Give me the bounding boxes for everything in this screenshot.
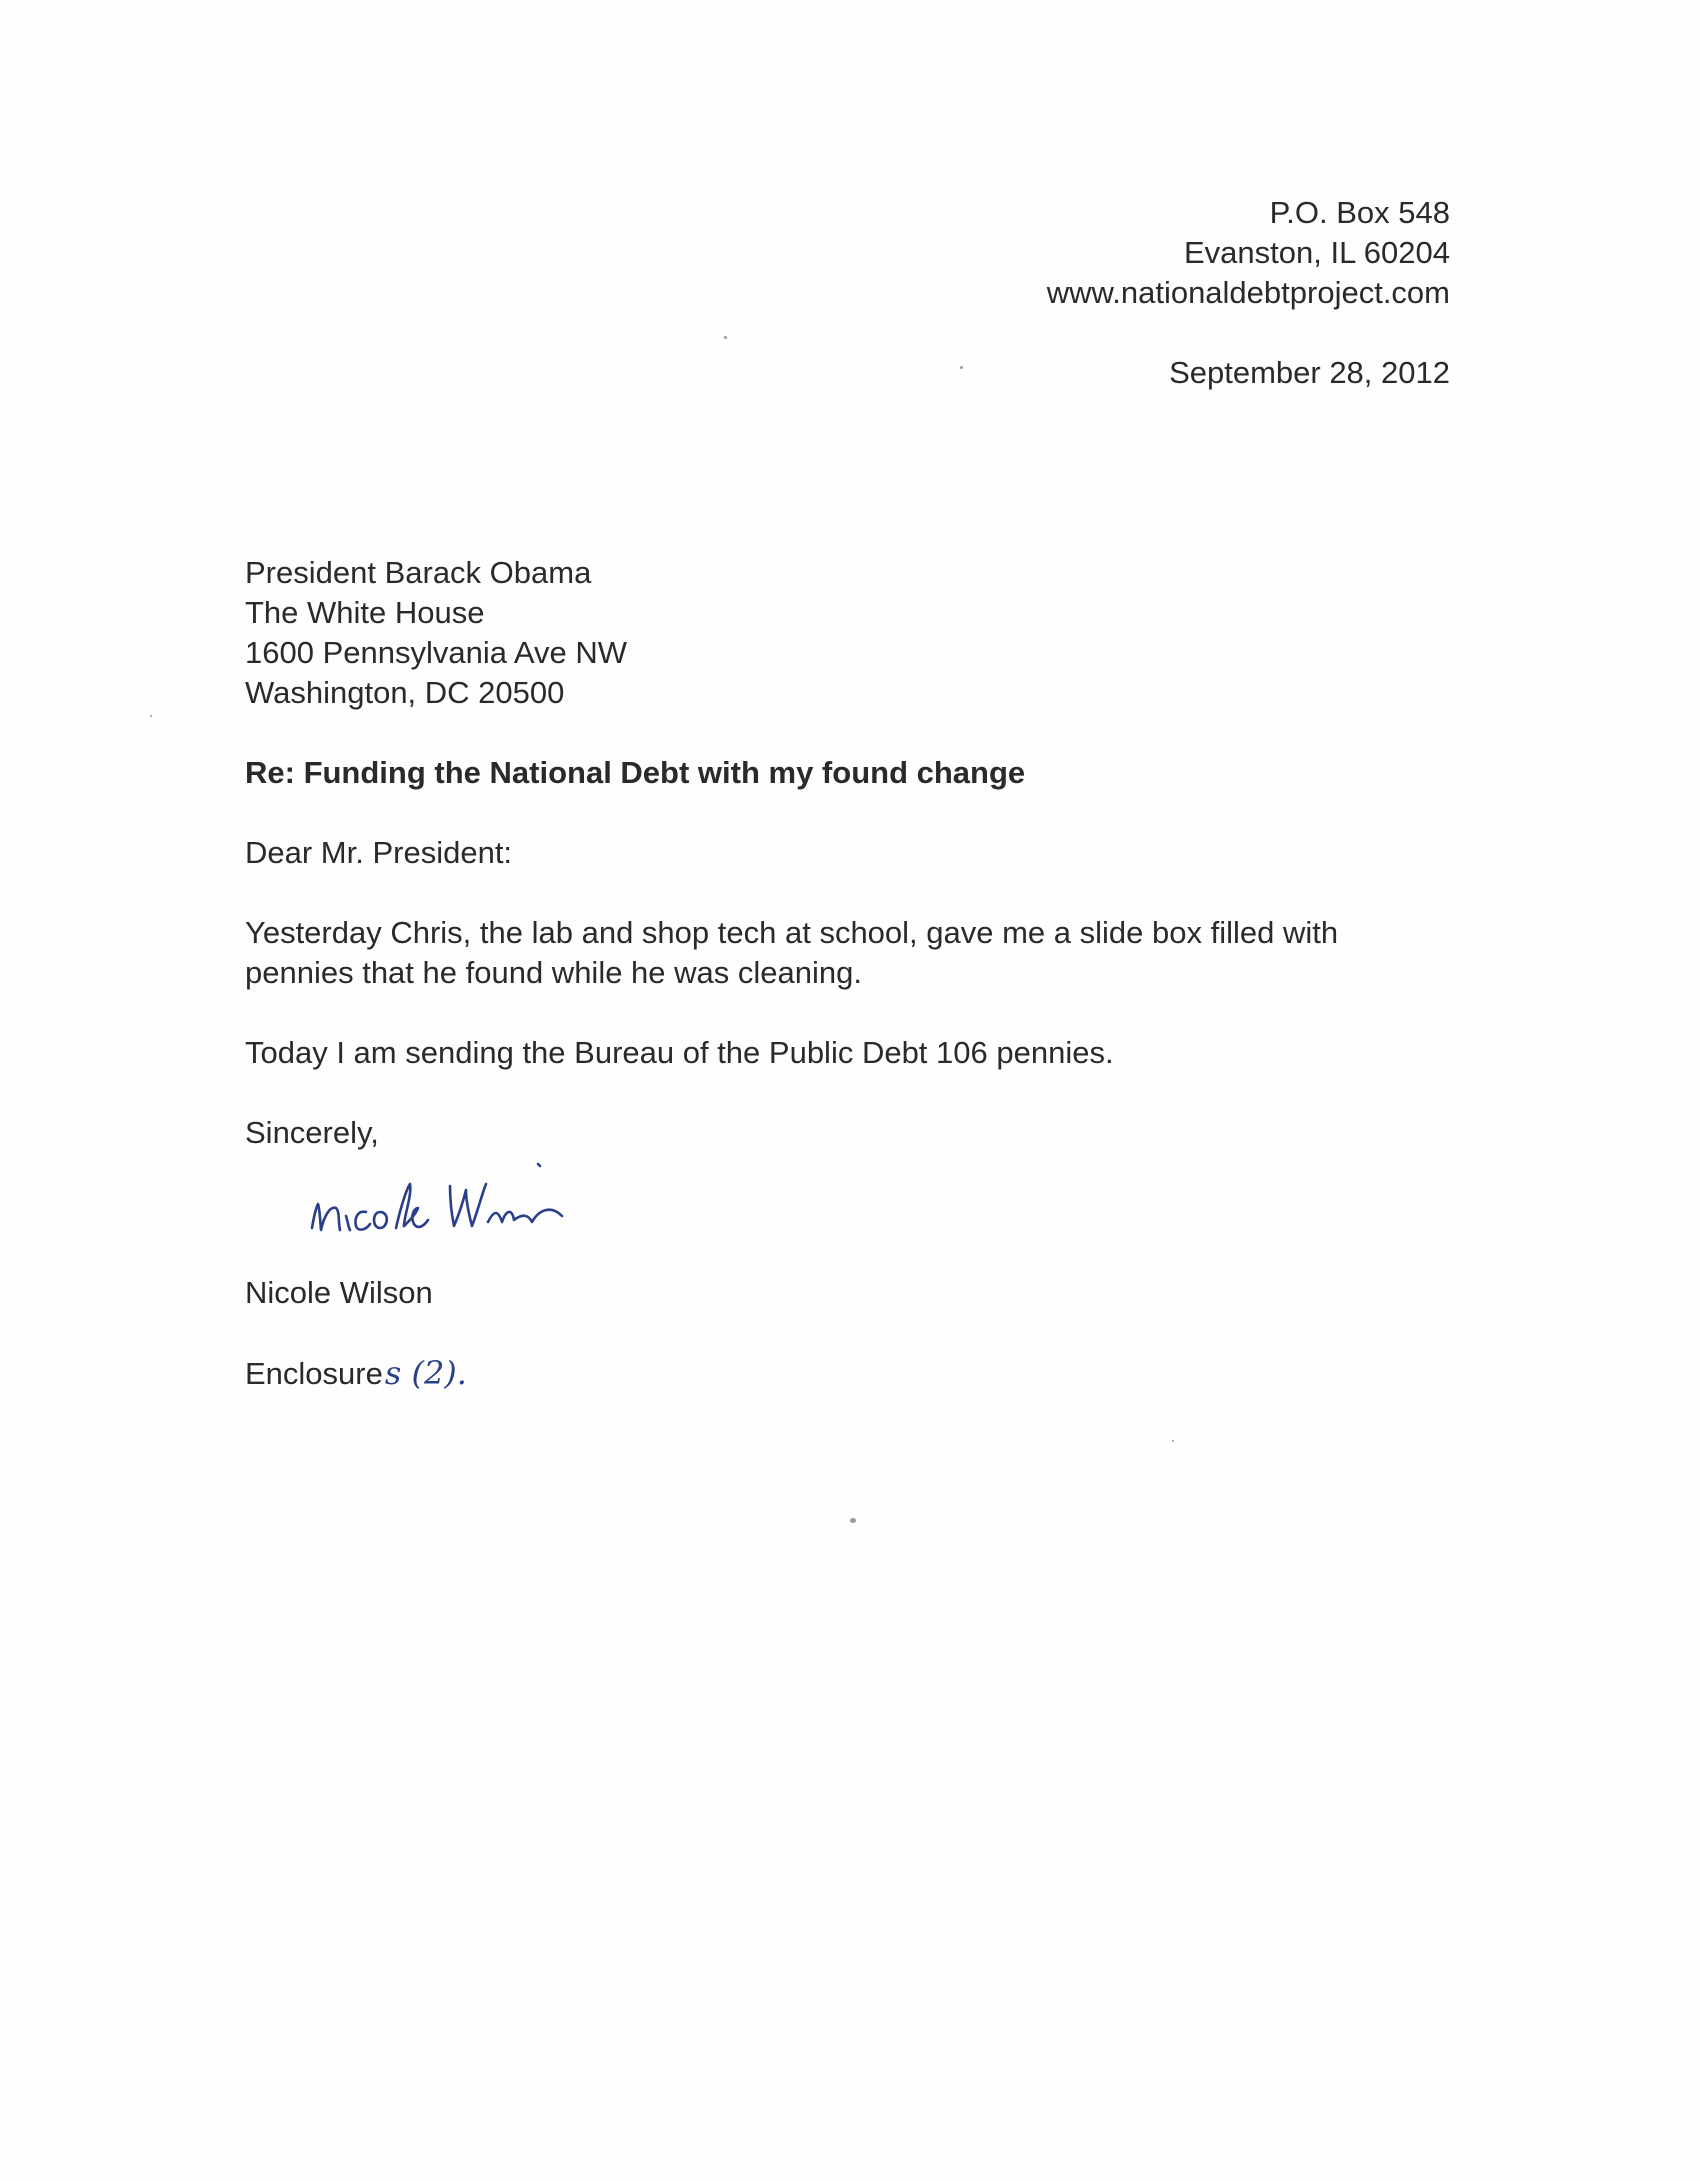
body-paragraph1-line2: pennies that he found while he was cleaning. (245, 955, 862, 990)
scan-speck (850, 1518, 856, 1523)
recipient-line1: President Barack Obama (245, 555, 592, 590)
enclosures-line (245, 1353, 467, 1394)
body-paragraph2: Today I am sending the Bureau of the Public Debt 106 pennies. (245, 1035, 1114, 1070)
letter-date: September 28, 2012 (1169, 355, 1450, 390)
sender-address-line2: Evanston, IL 60204 (1184, 235, 1450, 270)
recipient-line2: The White House (245, 595, 485, 630)
enclosures-handwritten-suffix: s (2). (384, 1354, 467, 1392)
signer-name: Nicole Wilson (245, 1275, 433, 1310)
handwritten-signature (300, 1150, 690, 1260)
subject-line: Re: Funding the National Debt with my found change (245, 755, 1026, 790)
closing: Sincerely, (245, 1115, 379, 1150)
salutation: Dear Mr. President: (245, 835, 513, 870)
scan-speck (960, 366, 963, 369)
scan-speck (1172, 1440, 1174, 1442)
enclosures-printed: Enclosure (245, 1356, 383, 1391)
sender-website: www.nationaldebtproject.com (1046, 275, 1450, 310)
scan-speck (724, 336, 727, 339)
recipient-line4: Washington, DC 20500 (245, 675, 565, 710)
body-paragraph1-line1: Yesterday Chris, the lab and shop tech at school, gave me a slide box filled with (245, 915, 1339, 950)
recipient-line3: 1600 Pennsylvania Ave NW (245, 635, 627, 670)
sender-address-line1: P.O. Box 548 (1269, 195, 1450, 230)
scan-speck (150, 715, 152, 717)
